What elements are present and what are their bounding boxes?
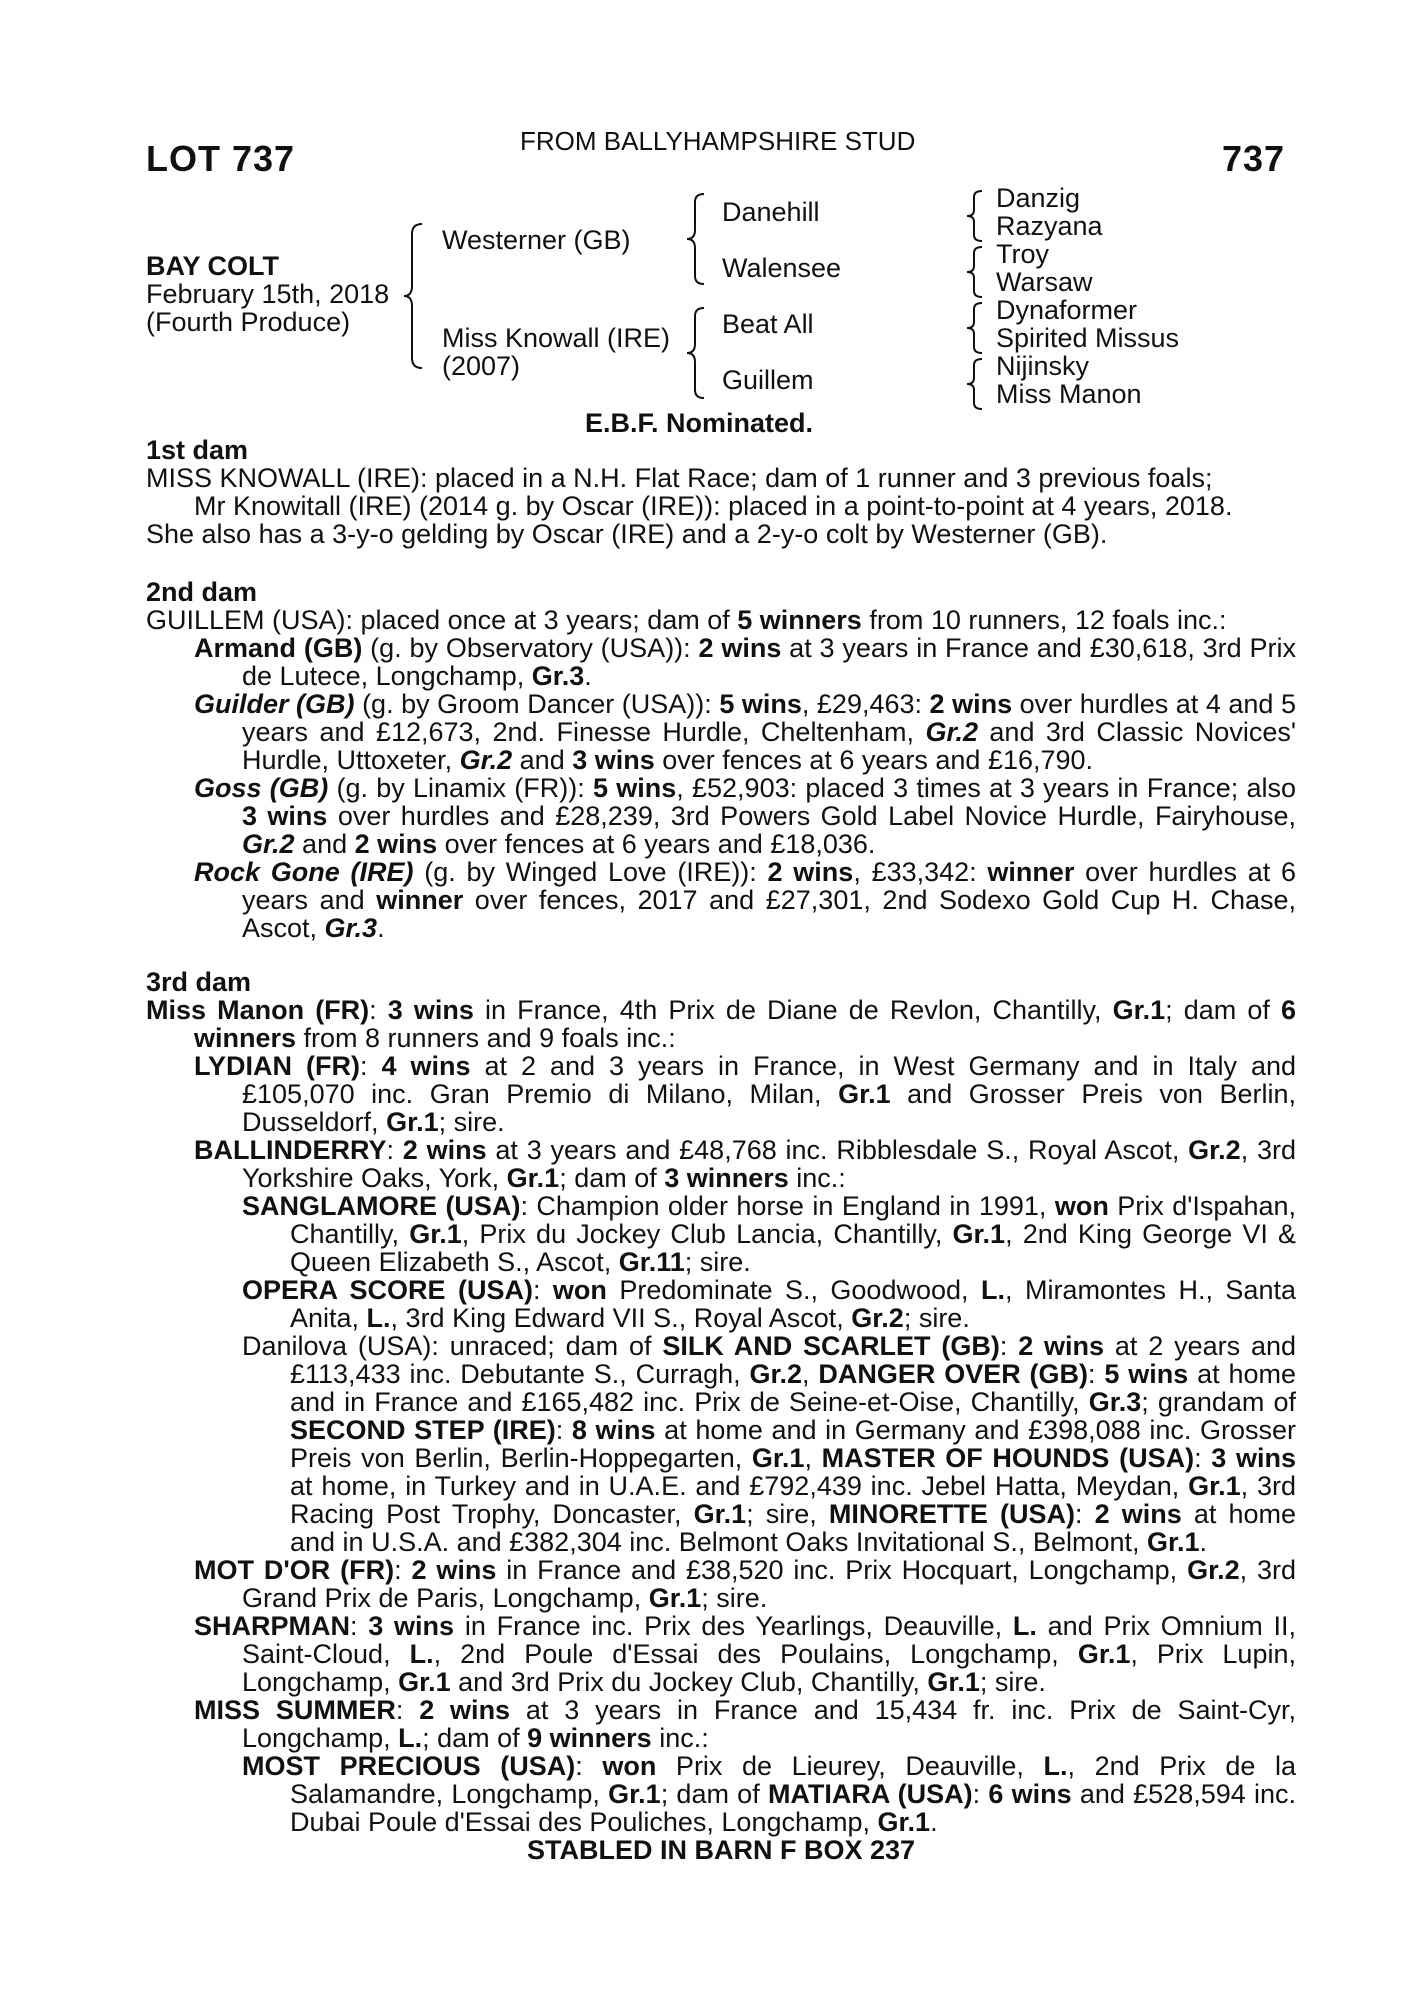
dam3-heading: 3rd dam — [146, 967, 252, 997]
pedigree-brace-sire — [684, 190, 710, 288]
dam3-mot-dor: MOT D'OR (FR): 2 wins in France and £38,520 inc. Prix Hocquart, Longchamp, Gr.2, 3rd Grand Prix de Paris, Longchamp, Gr.1; sire. — [194, 1555, 1296, 1613]
dam1-heading: 1st dam — [146, 435, 249, 465]
subject-name: BAY COLT — [146, 251, 280, 281]
dam1-line2: Mr Knowitall (IRE) (2014 g. by Oscar (IRE)): placed in a point-to-point at 4 years, 2018. — [194, 491, 1233, 521]
dam2-goss: Goss (GB) (g. by Linamix (FR)): 5 wins, £52,903: placed 3 times at 3 years in France; also 3 wins over hurdles and £28,239, 3rd Powers Gold Label Novice Hurdle, Fairyhouse, Gr.2 and 2 wins over fences at 6 years and £18,036. — [194, 773, 1297, 859]
nomination: E.B.F. Nominated. — [585, 408, 814, 438]
dam3-danilova: Danilova (USA): unraced; dam of SILK AND SCARLET (GB): 2 wins at 2 years and £113,433 inc. Debutante S., Curragh, Gr.2, DANGER OVER (GB): 5 wins at home and in France and £165,482 inc. Prix de Seine-et-Oise, Chantilly, Gr.3; grandam of SECOND STEP (IRE): 8 wins at home and in Germany and £398,088 inc. Grosser Preis von Berlin, Berlin-Hoppegarten, Gr.1, MASTER OF HOUNDS (USA): 3 wins at home, in Turkey and in U.A.E. and £792,439 inc. Jebel Hatta, Meydan, Gr.1, 3rd Racing Post Trophy, Doncaster, Gr.1; sire, MINORETTE (USA): 2 wins at home and in U.S.A. and £382,304 inc. Belmont Oaks Invitational S., Belmont, Gr.1. — [242, 1331, 1297, 1557]
dam3-sanglamore: SANGLAMORE (USA): Champion older horse in England in 1991, won Prix d'Ispahan, Chantilly, Gr.1, Prix du Jockey Club Lancia, Chantilly, Gr.1, 2nd King George VI & Queen Elizabeth S., Ascot, Gr.11; sire. — [242, 1191, 1296, 1277]
pedigree-g1: Danzig — [996, 183, 1081, 213]
dam3-section — [146, 968, 1296, 1864]
pedigree-g3: Troy — [996, 239, 1049, 269]
dam3-ballinderry: BALLINDERRY: 2 wins at 3 years and £48,768 inc. Ribblesdale S., Royal Ascot, Gr.2, 3rd Yorkshire Oaks, York, Gr.1; dam of 3 winners inc.: — [194, 1135, 1297, 1193]
dam3-sharpman: SHARPMAN: 3 wins in France inc. Prix des Yearlings, Deauville, L. and Prix Omnium II, Saint-Cloud, L., 2nd Poule d'Essai des Poulains, Longchamp, Gr.1, Prix Lupin, Longchamp, Gr.1 and 3rd Prix du Jockey Club, Chantilly, Gr.1; sire. — [194, 1611, 1297, 1697]
pedigree-g8: Miss Manon — [996, 379, 1142, 409]
pedigree-brace-g1 — [964, 188, 988, 244]
pedigree-brace-g3 — [964, 300, 988, 356]
pedigree-brace-dam — [684, 304, 710, 402]
dam2-heading: 2nd dam — [146, 577, 258, 607]
dam1-line3: She also has a 3-y-o gelding by Oscar (IRE) and a 2-y-o colt by Westerner (GB). — [146, 519, 1108, 549]
pedigree-sire-dam: Walensee — [722, 253, 842, 283]
subject-foaled: February 15th, 2018 — [146, 279, 390, 309]
dam2-guilder: Guilder (GB) (g. by Groom Dancer (USA)): 5 wins, £29,463: 2 wins over hurdles at 4 and 5 years and £12,673, 2nd. Finesse Hurdle, Cheltenham, Gr.2 and 3rd Classic Novices' Hurdle, Uttoxeter, Gr.2 and 3 wins over fences at 6 years and £16,790. — [194, 689, 1296, 775]
dam2-rock-gone: Rock Gone (IRE) (g. by Winged Love (IRE)): 2 wins, £33,342: winner over hurdles at 6 years and winner over fences, 2017 and £27,301, 2nd Sodexo Gold Cup H. Chase, Ascot, Gr.3. — [194, 857, 1297, 943]
lot-number: 737 — [1222, 138, 1286, 179]
pedigree-dam-dam: Guillem — [722, 365, 814, 395]
lot-label: LOT 737 — [146, 138, 296, 179]
pedigree-brace-g2 — [964, 244, 988, 300]
pedigree-g2: Razyana — [996, 211, 1103, 241]
pedigree-dam-sire: Beat All — [722, 309, 814, 339]
pedigree-dam-year: (2007) — [442, 351, 521, 381]
pedigree-g4: Warsaw — [996, 267, 1093, 297]
pedigree-brace-g4 — [964, 356, 988, 412]
dam3-opera-score: OPERA SCORE (USA): won Predominate S., Goodwood, L., Miramontes H., Santa Anita, L., 3rd King Edward VII S., Royal Ascot, Gr.2; sire. — [242, 1275, 1296, 1333]
subject-block — [146, 252, 389, 336]
subject-produce: (Fourth Produce) — [146, 307, 351, 337]
pedigree-sire: Westerner (GB) — [442, 225, 631, 255]
pedigree-dam: Miss Knowall (IRE) — [442, 323, 671, 353]
dam3-most-precious: MOST PRECIOUS (USA): won Prix de Lieurey, Deauville, L., 2nd Prix de la Salamandre, Longchamp, Gr.1; dam of MATIARA (USA): 6 wins and £528,594 inc. Dubai Poule d'Essai des Pouliches, Longchamp, Gr.1. — [242, 1751, 1297, 1837]
dam2-section — [146, 578, 1296, 942]
stabling-footer: STABLED IN BARN F BOX 237 — [526, 1835, 916, 1865]
pedigree-g5: Dynaformer — [996, 295, 1138, 325]
dam2-armand: Armand (GB) (g. by Observatory (USA)): 2 wins at 3 years in France and £30,618, 3rd Prix de Lutece, Longchamp, Gr.3. — [194, 633, 1297, 691]
dam3-miss-manon: Miss Manon (FR): 3 wins in France, 4th Prix de Diane de Revlon, Chantilly, Gr.1; dam of 6 winners from 8 runners and 9 foals inc.: — [146, 995, 1296, 1053]
pedigree-brace-main — [400, 220, 430, 372]
dam2-intro: GUILLEM (USA): placed once at 3 years; dam of 5 winners from 10 runners, 12 foals inc.: — [146, 605, 1227, 635]
dam1-section — [146, 436, 1296, 548]
pedigree-sire-sire: Danehill — [722, 197, 820, 227]
vendor: FROM BALLYHAMPSHIRE STUD — [520, 126, 916, 156]
dam3-lydian: LYDIAN (FR): 4 wins at 2 and 3 years in France, in West Germany and in Italy and £105,070 inc. Gran Premio di Milano, Milan, Gr.1 and Grosser Preis von Berlin, Dusseldorf, Gr.1; sire. — [194, 1051, 1297, 1137]
pedigree-g7: Nijinsky — [996, 351, 1090, 381]
dam3-miss-summer: MISS SUMMER: 2 wins at 3 years in France and 15,434 fr. inc. Prix de Saint-Cyr, Longchamp, L.; dam of 9 winners inc.: — [194, 1695, 1296, 1753]
dam1-line1: MISS KNOWALL (IRE): placed in a N.H. Flat Race; dam of 1 runner and 3 previous foals; — [146, 463, 1213, 493]
pedigree-g6: Spirited Missus — [996, 323, 1180, 353]
